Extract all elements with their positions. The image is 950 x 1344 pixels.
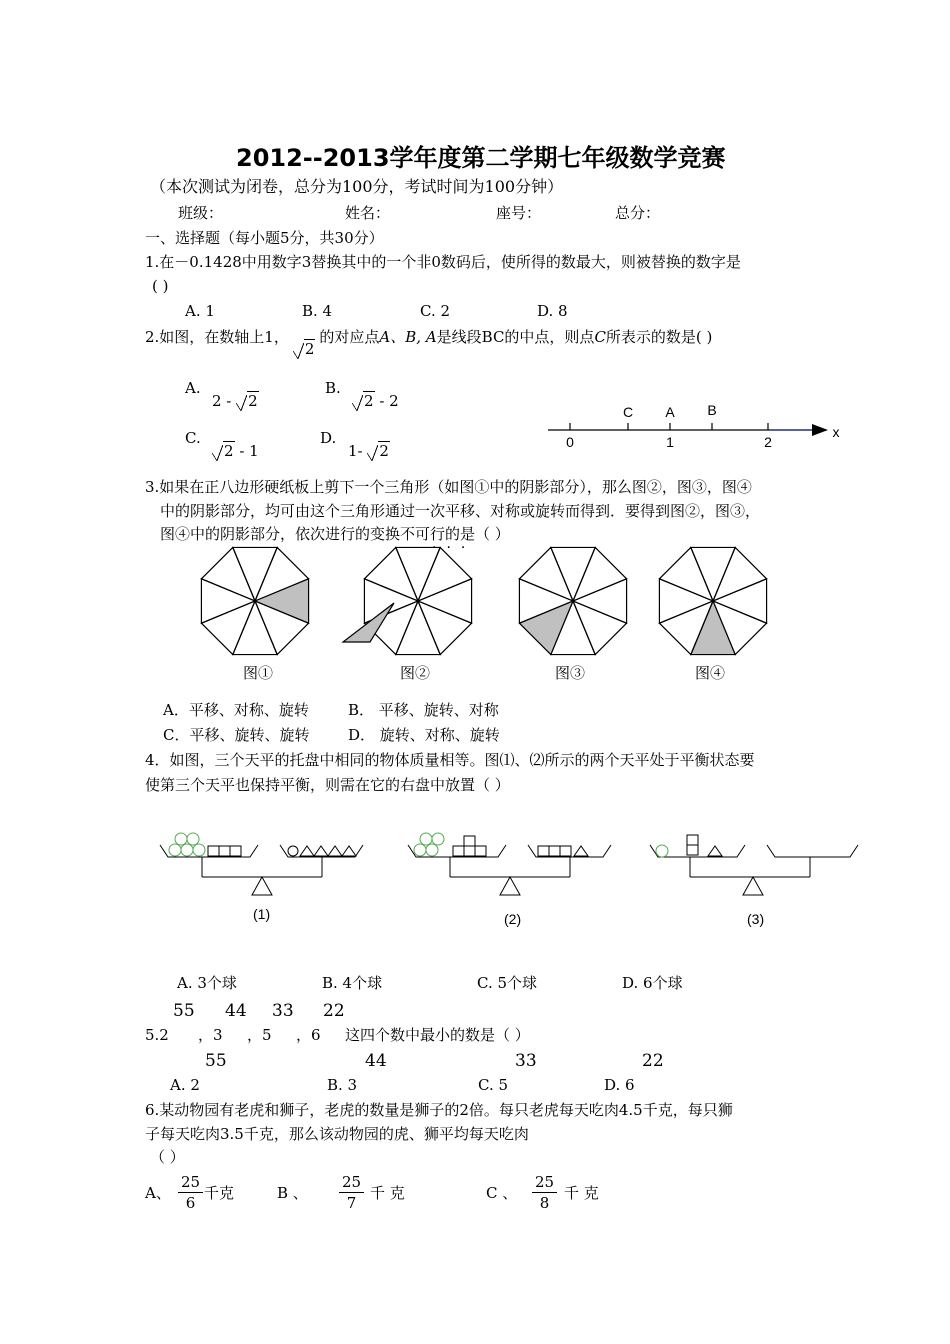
octagon-triangle <box>573 601 627 655</box>
q6-option-b-label: B 、 <box>277 1184 308 1202</box>
point-label-b: B <box>707 402 717 418</box>
class-field: 班级： <box>178 204 224 222</box>
octagon-triangle <box>519 547 573 601</box>
q6-option-b-unit: 千 克 <box>370 1184 405 1202</box>
seat-field: 座号： <box>496 204 542 222</box>
q6-option-a-unit: 千克 <box>204 1184 235 1202</box>
q5-option-b-exponent: 44 <box>365 1051 387 1071</box>
q3-line-2: 中的阴影部分，均可由这个三角形通过一次平移、对称或旋转而得到．要得到图②，图③， <box>160 502 761 520</box>
q4-line-1: 4．如图，三个天平的托盘中相同的物体质量相等。图⑴、⑵所示的两个天平处于平衡状态要 <box>145 751 755 769</box>
q6-paren: （ ） <box>150 1148 185 1166</box>
number-line <box>540 400 845 455</box>
q2-option-b-label: B. <box>325 379 341 397</box>
octagon-triangle <box>418 547 472 601</box>
octagon-triangle <box>659 547 713 601</box>
q5-option-b: B. 3 <box>327 1076 358 1094</box>
shaded-triangle <box>691 601 735 655</box>
octagon-triangle <box>551 547 595 601</box>
q6-option-a-label: A、 <box>145 1184 171 1202</box>
q2-option-d: 1- 2 <box>348 442 389 460</box>
total-field: 总分： <box>615 204 661 222</box>
q4-option-c: C. 5个球 <box>477 974 538 992</box>
q1-option-a: A. 1 <box>185 302 215 320</box>
q5-text: 这四个数中最小的数是（ ） <box>345 1026 530 1044</box>
balance-figures <box>150 825 870 900</box>
q4-line-2: 使第三个天平也保持平衡，则需在它的右盘中放置（ ） <box>145 776 510 794</box>
q2-option-a-label: A. <box>185 379 201 397</box>
point-label-a: A <box>665 404 675 420</box>
q6-option-c-fraction: $\frac{25}{8}$ <box>532 1172 557 1213</box>
section-heading: 一、选择题（每小题5分，共30分） <box>145 229 384 247</box>
q5-base-4: ，6 <box>296 1026 321 1044</box>
octagon-triangle <box>418 601 472 655</box>
q3-line-1: 3.如果在正八边形硬纸板上剪下一个三角形（如图①中的阴影部分），那么图②，图③，图④ <box>145 478 752 496</box>
octagon-triangle <box>364 547 418 601</box>
q5-option-d-exponent: 22 <box>642 1051 664 1071</box>
q5-option-d: D. 6 <box>604 1076 635 1094</box>
q1-option-b: B. 4 <box>302 302 333 320</box>
q3-option-a: A．平移、对称、旋转 <box>163 701 309 719</box>
q6-line-2: 子每天吃肉3.5千克，那么该动物园的虎、狮平均每天吃肉 <box>145 1125 529 1143</box>
q3-caption-4: 图④ <box>695 664 726 682</box>
octagon-triangle <box>396 547 440 601</box>
q5-base-2: ，3 <box>198 1026 223 1044</box>
q5-exponent-4: 22 <box>323 1001 345 1021</box>
q1-paren: ( ) <box>152 277 169 295</box>
octagon-triangle <box>396 601 440 655</box>
q4-option-b: B. 4个球 <box>322 974 383 992</box>
shaded-triangle <box>343 603 394 642</box>
q1-option-c: C. 2 <box>420 302 451 320</box>
emphasis-dots: ··· <box>432 540 476 556</box>
point-label-c: C <box>622 404 634 420</box>
octagon-triangle <box>201 547 255 601</box>
q2-option-d-label: D. <box>320 429 337 447</box>
q4-option-d: D. 6个球 <box>622 974 683 992</box>
q3-caption-1: 图① <box>243 664 274 682</box>
q5-option-a-exponent: 55 <box>205 1051 227 1071</box>
q5-option-c-exponent: 33 <box>515 1051 537 1071</box>
q6-option-b-fraction: $\frac{25}{7}$ <box>339 1172 364 1213</box>
shaded-triangle <box>255 579 309 623</box>
octagon-triangle <box>364 579 418 623</box>
q2-option-c: 2 - 1 <box>212 441 259 461</box>
page-title: 2012--2013学年度第二学期七年级数学竞赛 <box>236 144 726 172</box>
octagon-figure-2 <box>364 547 471 654</box>
q3-caption-3: 图③ <box>555 664 586 682</box>
q5-option-a: A. 2 <box>170 1076 200 1094</box>
q3-option-c: C．平移、旋转、旋转 <box>163 726 310 744</box>
axis-label-x: x <box>832 424 840 440</box>
octagon-triangle <box>573 547 627 601</box>
q2-text: 2.如图，在数轴上1，2的对应点A、B, A是线段BC的中点，则点C所表示的数是( ) <box>145 328 713 358</box>
q4-caption-3: (3) <box>747 911 765 927</box>
octagon-triangle <box>233 601 277 655</box>
q5-exponent-1: 55 <box>173 1001 195 1021</box>
q1-option-d: D. 8 <box>537 302 568 320</box>
octagon-triangle <box>233 547 277 601</box>
q2-option-b: 2 - 2 <box>352 391 399 411</box>
q2-option-a: 2 - 2 <box>212 392 258 410</box>
octagon-triangle <box>201 579 255 623</box>
octagon-triangle <box>201 601 255 655</box>
q4-caption-2: (2) <box>504 911 522 927</box>
octagon-figures <box>195 545 765 657</box>
q6-option-c-label: C 、 <box>486 1184 518 1202</box>
octagon-triangle <box>573 579 627 623</box>
q3-option-b: B． 平移、旋转、对称 <box>348 701 499 719</box>
subtitle: （本次测试为闭卷，总分为100分，考试时间为100分钟） <box>150 177 564 196</box>
q3-caption-2: 图② <box>400 664 431 682</box>
q2-option-c-label: C. <box>185 429 201 447</box>
q4-option-a: A. 3个球 <box>177 974 237 992</box>
octagon-triangle <box>691 547 735 601</box>
tick-label-0: 0 <box>566 434 574 450</box>
q1-text: 1.在－0.1428中用数字3替换其中的一个非0数码后，使所得的数最大，则被替换的数字是 <box>145 253 741 271</box>
octagon-figure-3 <box>519 547 626 654</box>
q4-caption-1: (1) <box>253 906 271 922</box>
q6-line-1: 6.某动物园有老虎和狮子，老虎的数量是狮子的2倍。每只老虎每天吃肉4.5千克，每只狮 <box>145 1101 733 1119</box>
octagon-triangle <box>418 579 472 623</box>
shaded-triangle <box>519 601 573 655</box>
tick-label-2: 2 <box>764 434 772 450</box>
q6-option-a-fraction: $\frac{25}{6}$ <box>178 1172 203 1213</box>
name-field: 姓名： <box>345 204 391 222</box>
q3-option-d: D． 旋转、对称、旋转 <box>348 726 500 744</box>
q5-base-1: 5.2 <box>145 1026 169 1044</box>
q5-option-c: C. 5 <box>478 1076 509 1094</box>
octagon-triangle <box>713 547 767 601</box>
tick-label-1: 1 <box>666 434 674 450</box>
octagon-triangle <box>659 579 713 623</box>
q5-exponent-3: 33 <box>272 1001 294 1021</box>
q5-exponent-2: 44 <box>225 1001 247 1021</box>
q3-line-3: 图④中的阴影部分，依次进行的变换不可行的是（ ） <box>160 525 510 543</box>
q5-base-3: ，5 <box>247 1026 272 1044</box>
q6-option-c-unit: 千 克 <box>564 1184 599 1202</box>
octagon-figure-4 <box>659 547 766 654</box>
octagon-triangle <box>713 579 767 623</box>
octagon-figure-1 <box>201 547 308 654</box>
